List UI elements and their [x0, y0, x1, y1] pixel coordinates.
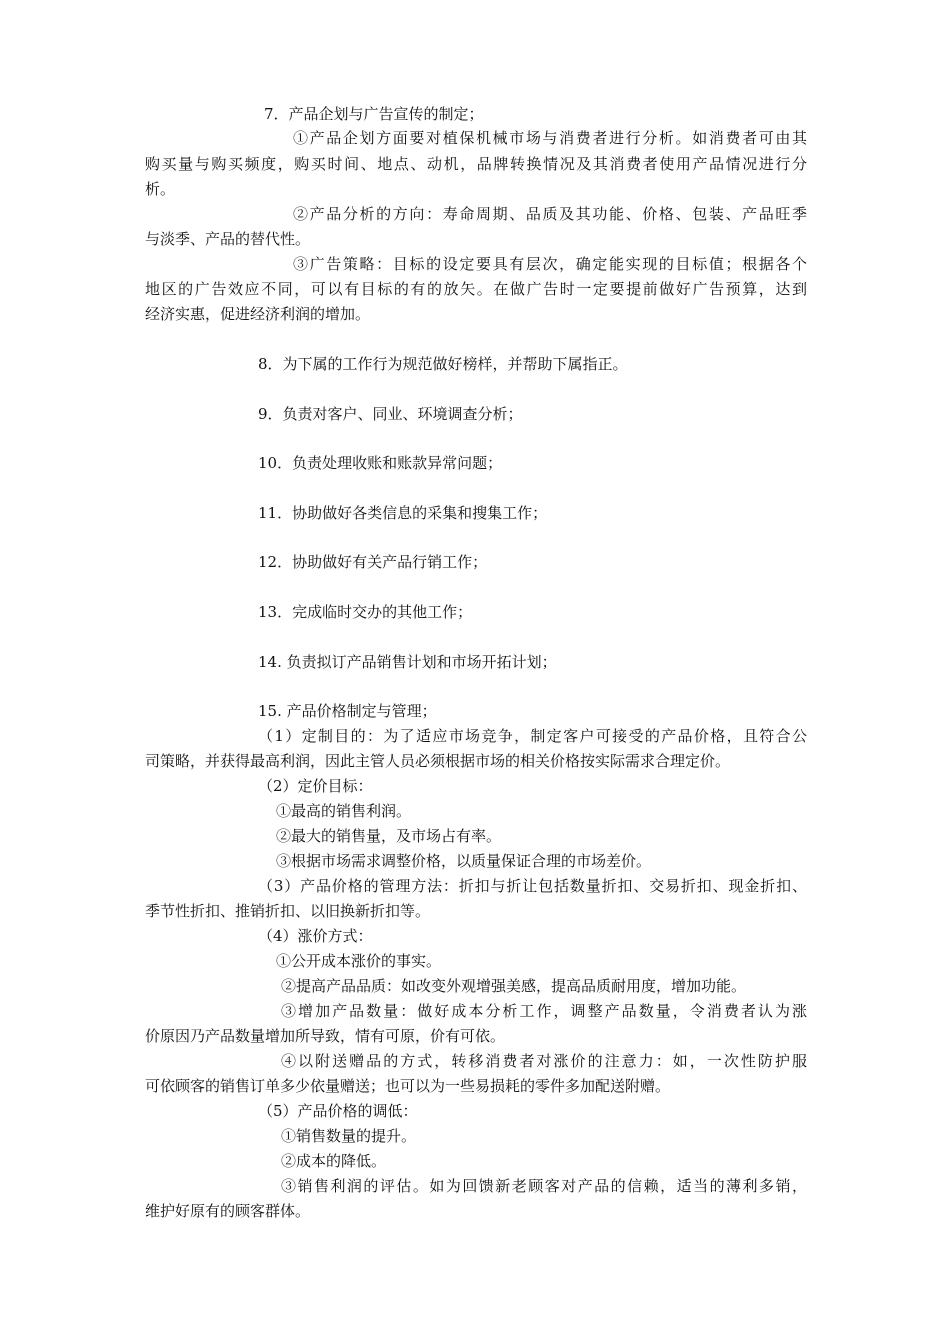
paragraph-line: ②产品分析的方向：寿命周期、品质及其功能、价格、包装、产品旺季 [293, 205, 807, 223]
section-7-heading: 7．产品企划与广告宣传的制定； [264, 105, 484, 123]
paragraph-line: 购买量与购买频度，购买时间、地点、动机，品牌转换情况及其消费者使用产品情况进行分 [145, 155, 807, 173]
paragraph-line: （3）产品价格的管理方法：折扣与折让包括数量折扣、交易折扣、现金折扣、 [258, 877, 807, 895]
list-item: ③根据市场需求调整价格，以质量保证合理的市场差价。 [276, 852, 652, 870]
list-item: ①公开成本涨价的事实。 [276, 952, 442, 970]
section-15-heading: 15. 产品价格制定与管理； [258, 702, 437, 720]
paragraph-line: 析。 [145, 180, 176, 198]
list-item: ①销售数量的提升。 [281, 1127, 417, 1145]
paragraph-line: 地区的广告效应不同，可以有目标的有的放矢。在做广告时一定要提前做好广告预算，达到 [145, 280, 807, 298]
paragraph-line: 经济实惠，促进经济利润的增加。 [145, 305, 371, 323]
list-item: ②最大的销售量，及市场占有率。 [276, 827, 502, 845]
list-item: ①最高的销售利润。 [276, 802, 412, 820]
paragraph-line: 与淡季、产品的替代性。 [145, 230, 311, 248]
section-14-heading: 14. 负责拟订产品销售计划和市场开拓计划； [258, 653, 557, 671]
section-11-heading: 11．协助做好各类信息的采集和搜集工作； [258, 504, 548, 522]
subsection-heading: （4）涨价方式： [258, 927, 373, 945]
section-8-heading: 8．为下属的工作行为规范做好榜样，并帮助下属指正。 [258, 355, 628, 373]
section-13-heading: 13．完成临时交办的其他工作； [258, 603, 473, 621]
list-item: ②提高产品品质：如改变外观增强美感，提高品质耐用度，增加功能。 [281, 977, 747, 995]
paragraph-line: 可依顾客的销售订单多少依量赠送；也可以为一些易损耗的零件多加配送附赠。 [145, 1077, 671, 1095]
list-item: ③增加产品数量：做好成本分析工作，调整产品数量，令消费者认为涨 [281, 1002, 807, 1020]
paragraph-line: 价原因乃产品数量增加所导致，情有可原，价有可依。 [145, 1027, 506, 1045]
list-item: ③销售利润的评估。如为回馈新老顾客对产品的信赖，适当的薄利多销， [281, 1177, 807, 1195]
section-10-heading: 10．负责处理收账和账款异常问题； [258, 454, 503, 472]
section-9-heading: 9．负责对客户、同业、环境调查分析； [258, 405, 523, 423]
subsection-heading: （5）产品价格的调低： [258, 1102, 418, 1120]
list-item: ④以附送赠品的方式，转移消费者对涨价的注意力：如，一次性防护服 [281, 1052, 807, 1070]
section-12-heading: 12．协助做好有关产品行销工作； [258, 553, 488, 571]
paragraph-line: 维护好原有的顾客群体。 [145, 1202, 311, 1220]
paragraph-line: ①产品企划方面要对植保机械市场与消费者进行分析。如消费者可由其 [293, 129, 807, 147]
paragraph-line: 季节性折扣、推销折扣、以旧换新折扣等。 [145, 902, 431, 920]
subsection-heading: （2）定价目标： [258, 777, 373, 795]
paragraph-line: ③广告策略：目标的设定要具有层次，确定能实现的目标值；根据各个 [293, 255, 807, 273]
list-item: ②成本的降低。 [281, 1152, 387, 1170]
paragraph-line: （1）定制目的：为了适应市场竞争，制定客户可接受的产品价格，且符合公 [258, 727, 807, 745]
paragraph-line: 司策略，并获得最高利润，因此主管人员必须根据市场的相关价格按实际需求合理定价。 [145, 752, 731, 770]
